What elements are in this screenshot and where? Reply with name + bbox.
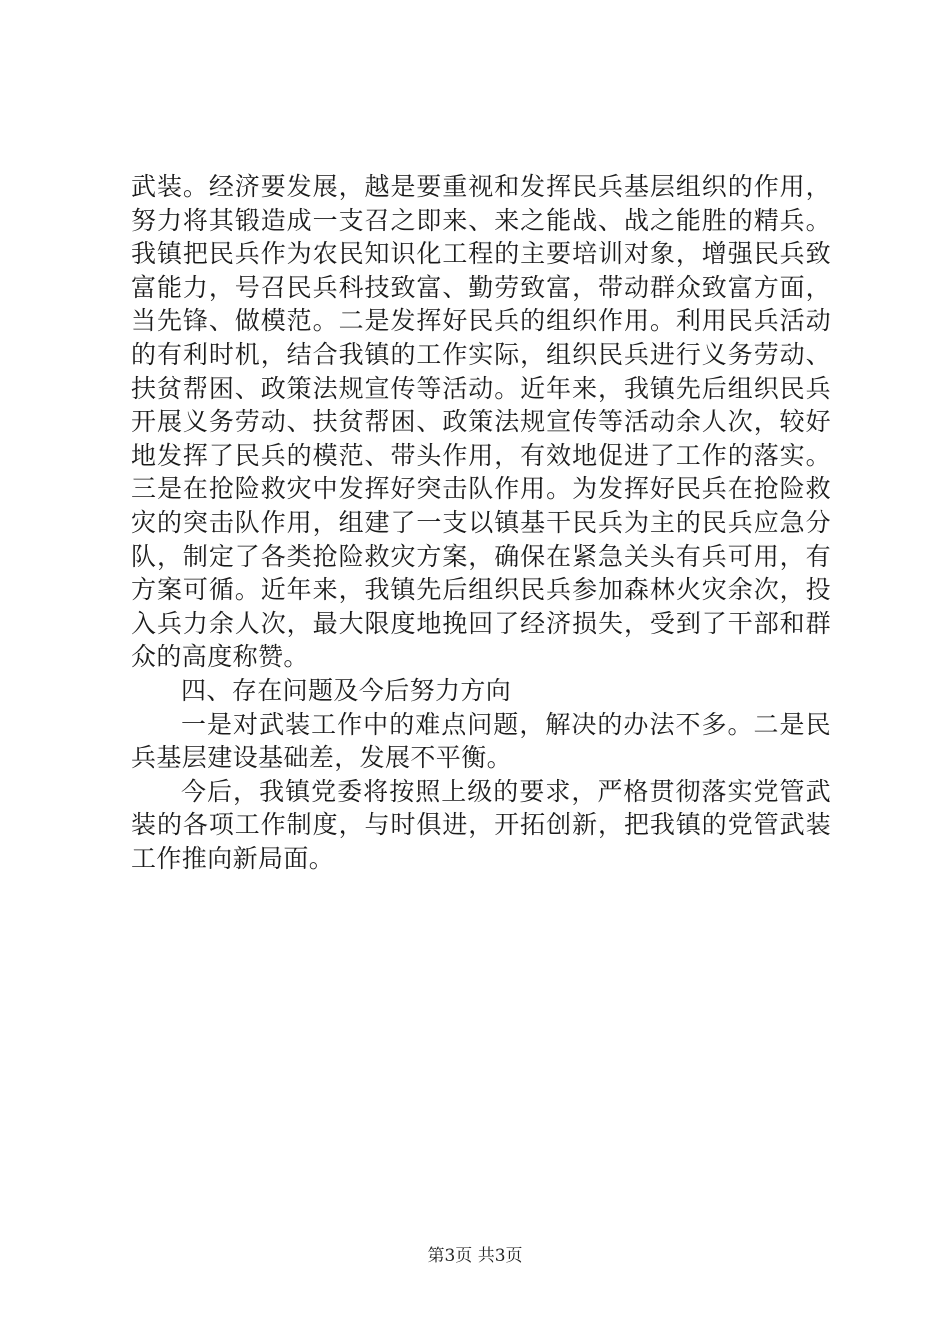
section-heading: 四、存在问题及今后努力方向 [181,675,512,705]
text-line: 三是在抢险救灾中发挥好突击队作用。为发挥好民兵在抢险救 [131,474,831,504]
text-line: 的有利时机，结合我镇的工作实际，组织民兵进行义务劳动、 [131,339,831,369]
text-line: 工作推向新局面。 [131,843,335,873]
text-line: 一是对武装工作中的难点问题，解决的办法不多。二是民 [181,709,831,739]
text-line: 努力将其锻造成一支召之即来、来之能战、战之能胜的精兵。 [131,205,831,235]
text-line: 装的各项工作制度，与时俱进，开拓创新，把我镇的党管武装 [131,810,831,840]
text-line: 地发挥了民兵的模范、带头作用，有效地促进了工作的落实。 [131,440,831,470]
text-line: 今后，我镇党委将按照上级的要求，严格贯彻落实党管武 [181,776,831,806]
text-line: 当先锋、做模范。二是发挥好民兵的组织作用。利用民兵活动 [131,306,831,336]
text-line: 方案可循。近年来，我镇先后组织民兵参加森林火灾余次，投 [131,575,831,605]
text-line: 富能力，号召民兵科技致富、勤劳致富，带动群众致富方面， [131,272,831,302]
text-line: 开展义务劳动、扶贫帮困、政策法规宣传等活动余人次，较好 [131,407,831,437]
text-line: 队，制定了各类抢险救灾方案，确保在紧急关头有兵可用，有 [131,541,831,571]
text-line: 灾的突击队作用，组建了一支以镇基干民兵为主的民兵应急分 [131,507,831,537]
text-line: 我镇把民兵作为农民知识化工程的主要培训对象，增强民兵致 [131,239,831,269]
text-line: 入兵力余人次，最大限度地挽回了经济损失，受到了干部和群 [131,608,831,638]
document-body [131,170,831,875]
text-line: 众的高度称赞。 [131,642,309,672]
page-number-footer: 第3页 共3页 [427,1246,523,1266]
text-line: 兵基层建设基础差，发展不平衡。 [131,743,513,773]
text-line: 武装。经济要发展，越是要重视和发挥民兵基层组织的作用， [131,172,831,201]
text-line: 扶贫帮困、政策法规宣传等活动。近年来，我镇先后组织民兵 [131,373,831,403]
